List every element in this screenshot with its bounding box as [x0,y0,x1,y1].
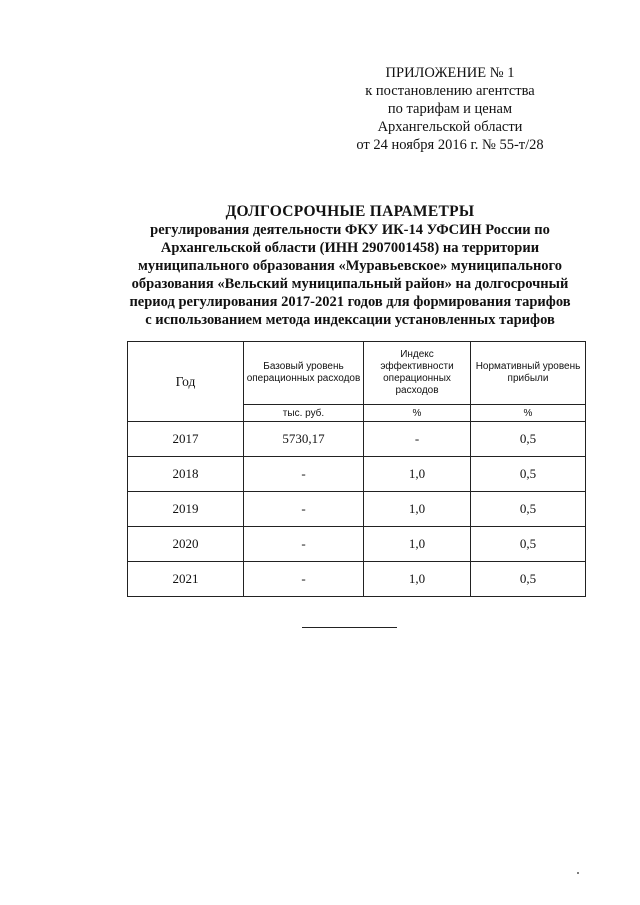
table-row [128,527,586,562]
cell-profit-level: 0,5 [471,562,586,597]
cell-year: 2017 [128,422,244,457]
cell-profit-level: 0,5 [471,422,586,457]
cell-base-expenses: - [244,527,364,562]
unit-base-expenses: тыс. руб. [244,405,364,422]
table-row [128,422,586,457]
cell-efficiency-index: 1,0 [364,527,471,562]
header-profit-level: Нормативный уровень прибыли [471,342,586,405]
appendix-region-line: Архангельской области [377,119,523,135]
cell-efficiency-index: 1,0 [364,492,471,527]
cell-year: 2018 [128,457,244,492]
appendix-agency-line: по тарифам и ценам [387,101,513,117]
cell-profit-level: 0,5 [471,492,586,527]
title-heading: ДОЛГОСРОЧНЫЕ ПАРАМЕТРЫ [225,203,475,220]
cell-efficiency-index: - [364,422,471,457]
appendix-date-line: от 24 ноября 2016 г. № 55-т/28 [356,137,544,153]
appendix-block [330,64,570,154]
title-line: образования «Вельский муниципальный район» на долгосрочный [131,276,569,292]
cell-profit-level: 0,5 [471,457,586,492]
scan-speck [577,872,579,874]
cell-efficiency-index: 1,0 [364,457,471,492]
header-efficiency-index: Индекс эффективности операционных расходов [364,342,471,405]
cell-profit-level: 0,5 [471,527,586,562]
table-row [128,492,586,527]
unit-profit-level: % [471,405,586,422]
table-row [128,562,586,597]
cell-base-expenses: - [244,457,364,492]
cell-efficiency-index: 1,0 [364,562,471,597]
document-title [110,203,590,329]
cell-base-expenses: 5730,17 [244,422,364,457]
parameters-table [127,341,586,597]
cell-year: 2020 [128,527,244,562]
table-row [128,457,586,492]
unit-efficiency-index: % [364,405,471,422]
title-line: муниципального образования «Муравьевское» муниципального [137,258,563,274]
cell-base-expenses: - [244,492,364,527]
cell-year: 2019 [128,492,244,527]
header-year: Год [128,342,244,422]
appendix-number: ПРИЛОЖЕНИЕ № 1 [385,65,515,81]
title-line: Архангельской области (ИНН 2907001458) на территории [160,240,540,256]
cell-year: 2021 [128,562,244,597]
title-line: регулирования деятельности ФКУ ИК-14 УФСИН России по [150,222,550,238]
closing-divider [302,627,397,628]
cell-base-expenses: - [244,562,364,597]
title-line: с использованием метода индексации установленных тарифов [145,312,555,328]
appendix-reference-line: к постановлению агентства [365,83,535,99]
title-line: период регулирования 2017-2021 годов для формирования тарифов [129,294,571,310]
header-base-expenses: Базовый уровень операционных расходов [244,342,364,405]
